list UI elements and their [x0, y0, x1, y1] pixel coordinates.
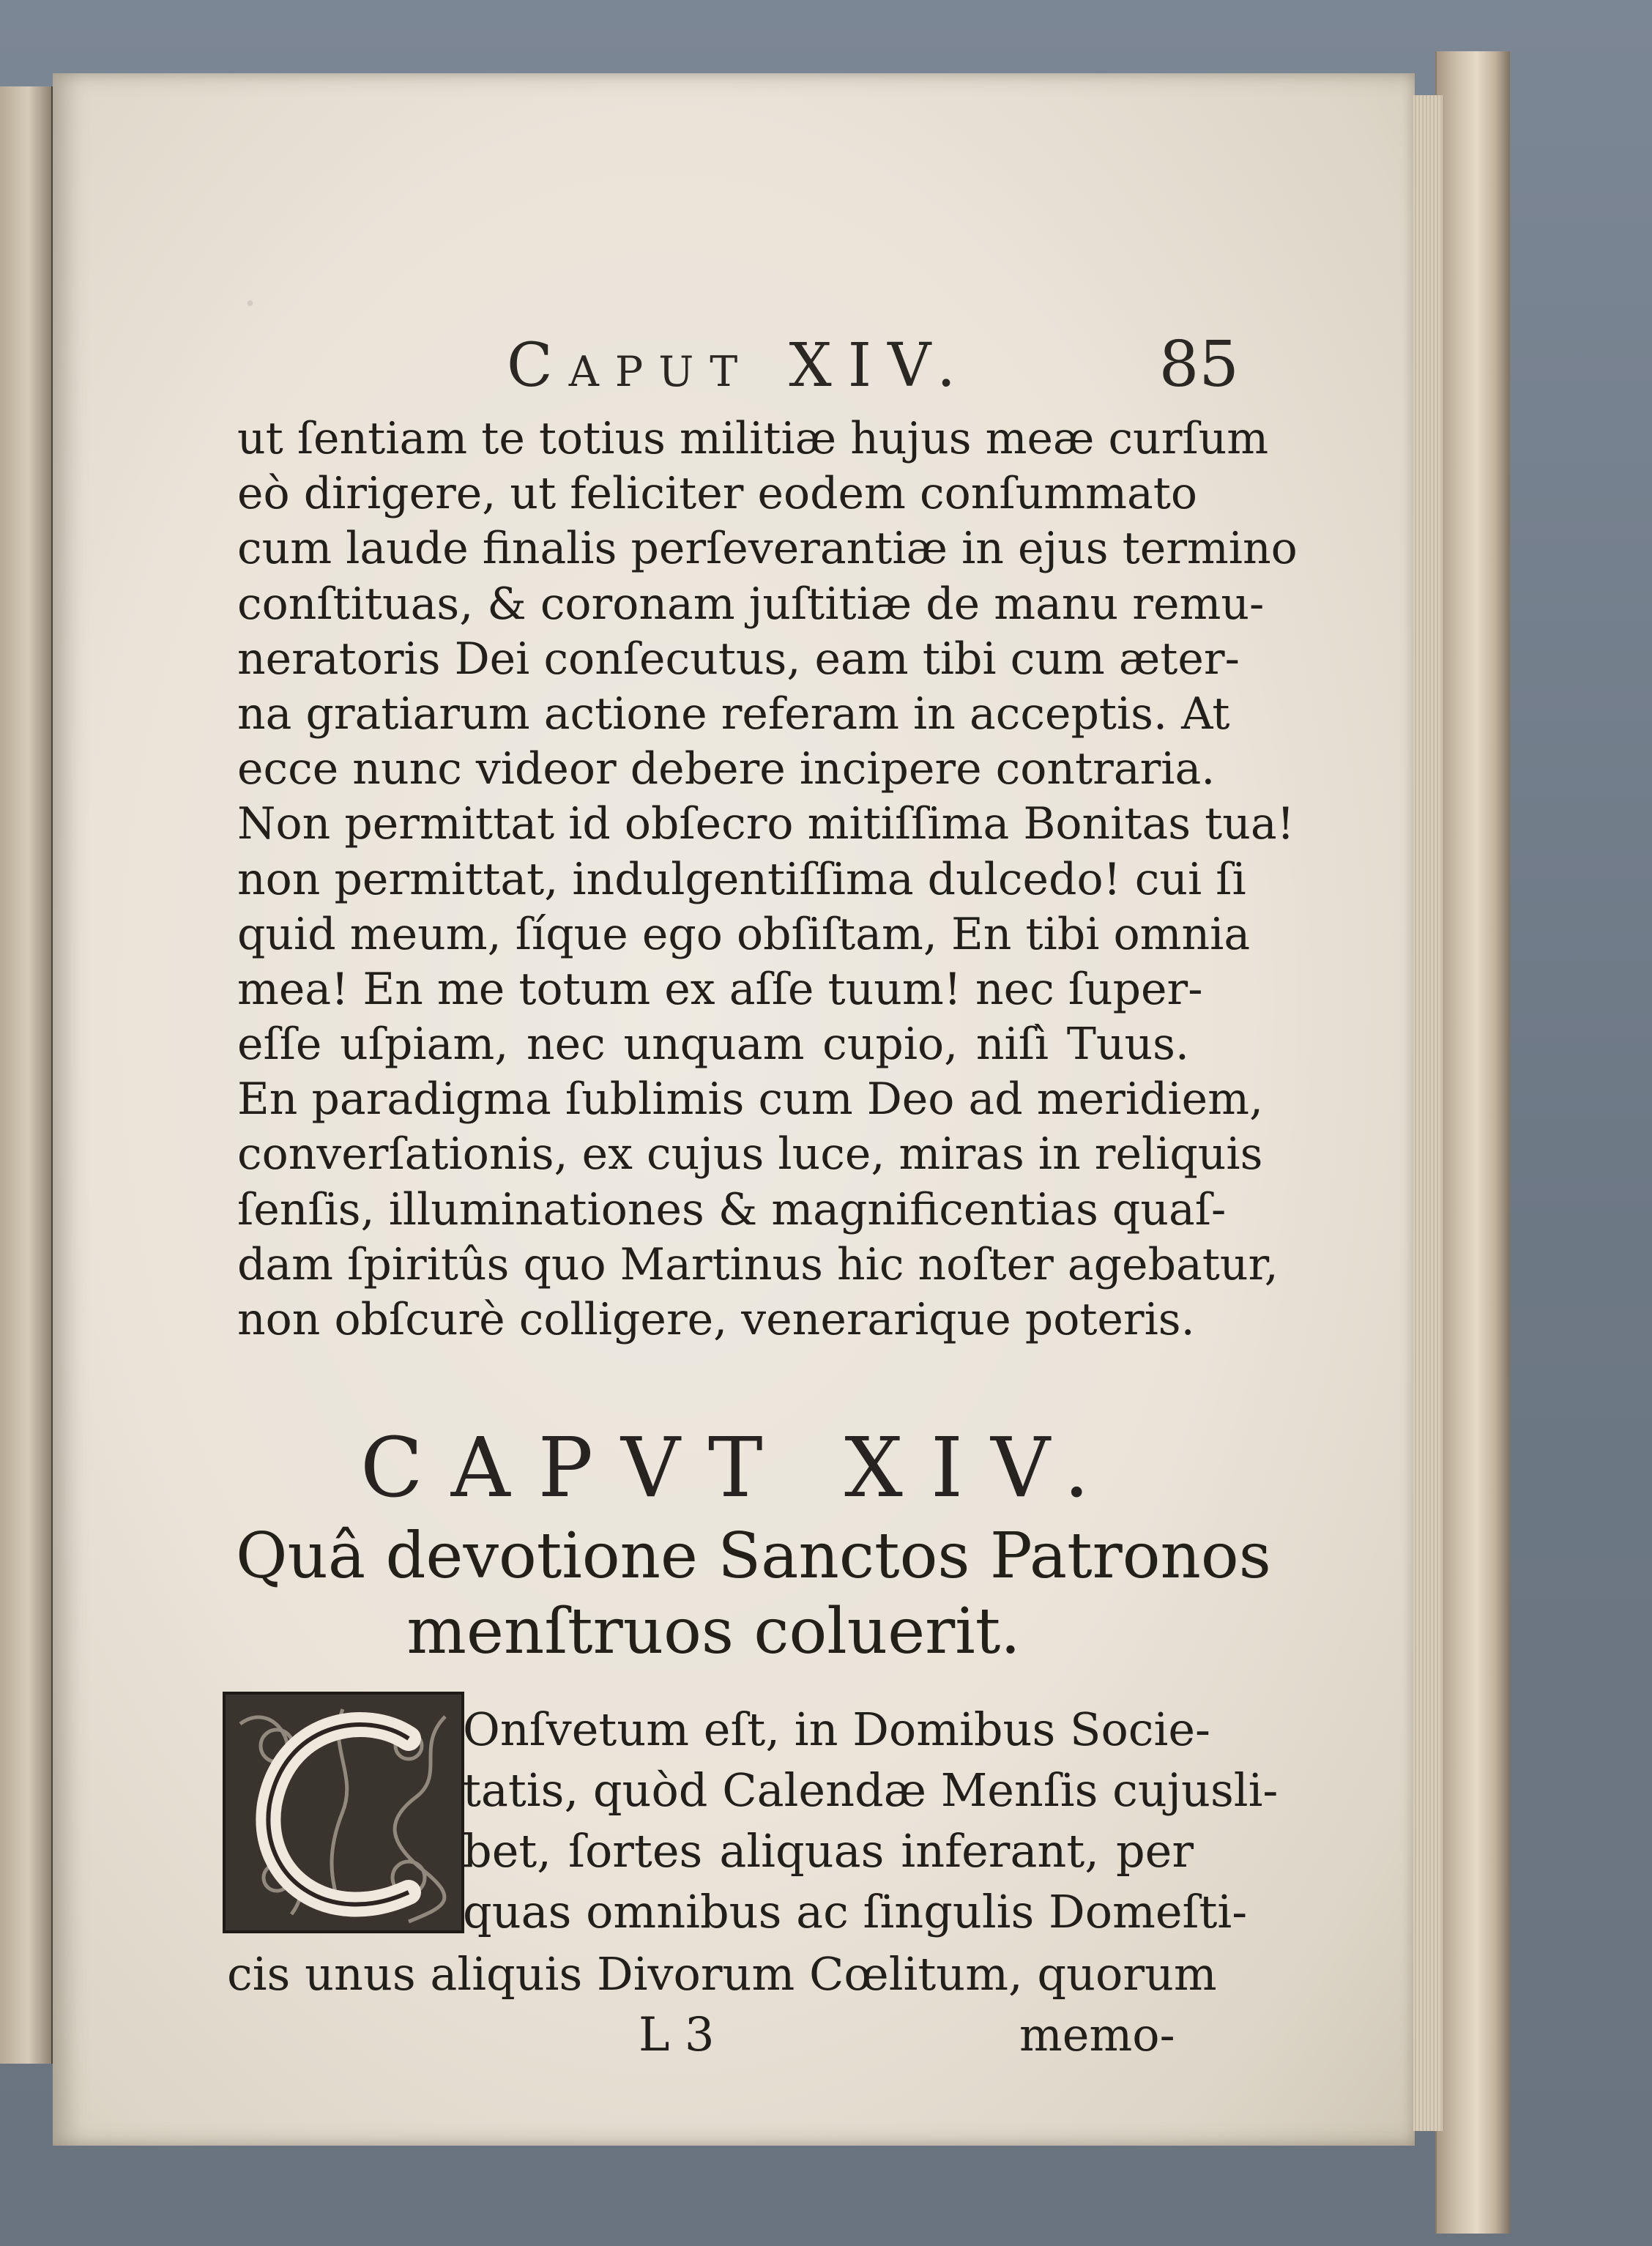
book-page: [53, 73, 1415, 2146]
body-text: [237, 412, 1298, 1347]
text-line: ecce nunc videor debere incipere contraria.: [237, 743, 1216, 795]
text-line: ſenſis, illuminationes & magnificentias quaſ-: [237, 1183, 1227, 1235]
text-line: eò dirigere, ut feliciter eodem conſummato: [237, 468, 1198, 520]
text-line: ut ſentiam te totius militiæ hujus meæ curſum: [237, 413, 1269, 464]
ornament-initial-icon: [226, 1695, 461, 1930]
chapter-subtitle-line: Quâ devotione Sanctos Patronos: [236, 1520, 1271, 1593]
text-line: quas omnibus ac ſingulis Domeſti-: [463, 1885, 1248, 1938]
running-head: [507, 328, 1239, 409]
text-line: quid meum, ſíque ego obſiſtam, En tibi omnia: [237, 908, 1251, 960]
text-line: mea! En me totum ex aſſe tuum! nec ſuper-: [237, 963, 1203, 1015]
chapter-subtitle-line: menſtruos coluerit.: [406, 1595, 1021, 1668]
text-line: non obſcurè colligere, venerarique poteris.: [237, 1294, 1195, 1345]
decorated-initial: [223, 1692, 464, 1933]
paragraph-text: [463, 1699, 1279, 1942]
text-line: bet, ſortes aliquas inferant, per: [463, 1824, 1194, 1878]
text-line: non permittat, indulgentiſſima dulcedo! cui ſi: [237, 853, 1246, 905]
text-line: tatis, quòd Calendæ Menſis cujusli-: [463, 1763, 1279, 1817]
page-edges: [1413, 95, 1443, 2131]
text-line: dam ſpiritûs quo Martinus hic noſter agebatur,: [237, 1238, 1279, 1290]
text-line: eſſe uſpiam, nec unquam cupio, niſì Tuus.: [237, 1019, 1189, 1071]
facing-page-edge: [0, 86, 53, 2064]
page-number: 85: [1158, 328, 1239, 401]
text-line: conſtituas, & coronam juſtitiæ de manu remu-: [237, 578, 1265, 630]
text-line: cum laude finalis perſeverantiæ in ejus termino: [237, 523, 1298, 575]
text-line: na gratiarum actione referam in acceptis. At: [237, 688, 1230, 740]
text-line: neratoris Dei conſecutus, eam tibi cum æter-: [237, 633, 1240, 685]
text-line: cis unus aliquis Divorum Cœlitum, quorum: [227, 1947, 1217, 2001]
text-line: Onſvetum eſt, in Domibus Socie-: [463, 1703, 1211, 1756]
text-line: Non permittat id obſecro mitiſſima Bonitas tua!: [237, 798, 1295, 850]
running-head-title: Caput XIV.: [507, 331, 972, 401]
text-line: En paradigma ſublimis cum Deo ad meridiem,: [237, 1074, 1264, 1126]
catchword: memo-: [1019, 2008, 1175, 2061]
paragraph-text-continued: [227, 1944, 1217, 2004]
book-cover-edge: [1435, 51, 1510, 2234]
chapter-heading: CAPVT XIV.: [360, 1421, 1118, 1516]
show-through: .: [243, 265, 258, 316]
text-line: converſationis, ex cujus luce, miras in reliquis: [237, 1128, 1263, 1180]
signature-mark: L 3: [639, 2008, 715, 2062]
